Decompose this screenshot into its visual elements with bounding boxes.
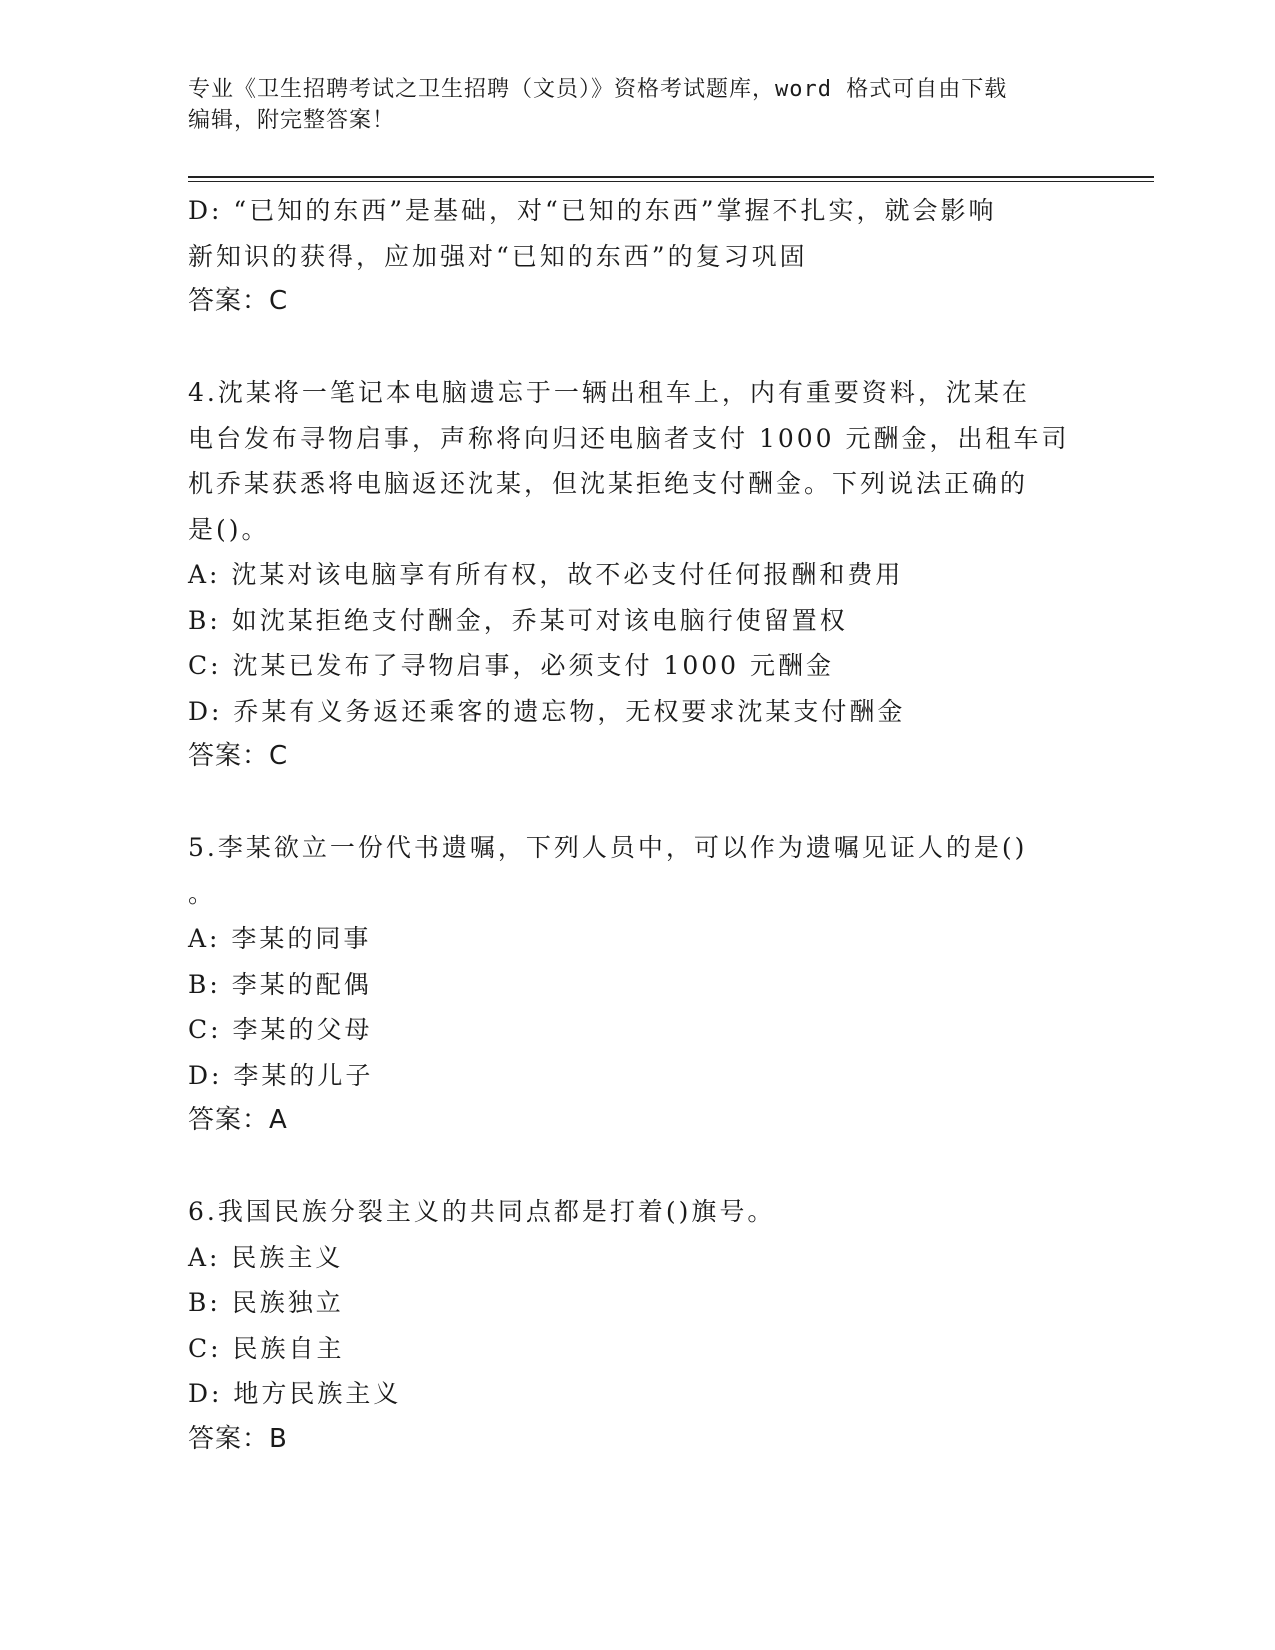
question-stem-line: 。 xyxy=(188,878,217,908)
spacer xyxy=(188,325,1088,371)
question-list xyxy=(188,188,1088,1462)
question-3-tail xyxy=(188,188,1088,325)
answer-line: 答案：C xyxy=(188,286,289,316)
question-stem-line: 电台发布寻物启事，声称将向归还电脑者支付 1000 元酬金，出租车司 xyxy=(188,423,1070,453)
question-stem-line: 6.我国民族分裂主义的共同点都是打着()旗号。 xyxy=(188,1197,776,1226)
spacer xyxy=(188,1144,1088,1190)
option-b: B: 如沈某拒绝支付酬金，乔某可对该电脑行使留置权 xyxy=(188,605,848,635)
header-divider xyxy=(188,176,1154,182)
option-a: A: 沈某对该电脑享有所有权，故不必支付任何报酬和费用 xyxy=(188,560,904,589)
question-5 xyxy=(188,825,1088,1144)
question-stem-line: 4.沈某将一笔记本电脑遗忘于一辆出租车上，内有重要资料，沈某在 xyxy=(188,378,1030,407)
option-c: C: 沈某已发布了寻物启事，必须支付 1000 元酬金 xyxy=(188,651,835,680)
question-4 xyxy=(188,370,1088,780)
option-c: C: 李某的父母 xyxy=(188,1015,373,1044)
spacer xyxy=(188,780,1088,826)
option-a: A: 民族主义 xyxy=(188,1242,344,1272)
option-b: B: 民族独立 xyxy=(188,1288,344,1317)
answer-line: 答案：A xyxy=(188,1105,288,1135)
answer-line: 答案：C xyxy=(188,741,289,771)
option-d: D: “已知的东西”是基础，对“已知的东西”掌握不扎实，就会影响 xyxy=(188,196,997,225)
option-b: B: 李某的配偶 xyxy=(188,969,372,999)
question-stem-line: 5.李某欲立一份代书遗嘱，下列人员中，可以作为遗嘱见证人的是() xyxy=(188,833,1028,862)
header-line-1: 专业《卫生招聘考试之卫生招聘（文员）》资格考试题库，word 格式可自由下载 xyxy=(188,77,1008,102)
question-stem-line: 机乔某获悉将电脑返还沈某，但沈某拒绝支付酬金。下列说法正确的 xyxy=(188,469,1029,498)
option-d: D: 地方民族主义 xyxy=(188,1379,402,1408)
option-d: D: 乔某有义务返还乘客的遗忘物，无权要求沈某支付酬金 xyxy=(188,696,906,726)
question-stem-line: 是()。 xyxy=(188,514,270,544)
answer-line: 答案：B xyxy=(188,1423,288,1454)
header-line-2: 编辑，附完整答案！ xyxy=(188,108,396,133)
option-c: C: 民族自主 xyxy=(188,1333,345,1363)
option-d-continued: 新知识的获得，应加强对“已知的东西”的复习巩固 xyxy=(188,241,808,271)
question-6 xyxy=(188,1189,1088,1462)
option-a: A: 李某的同事 xyxy=(188,924,372,953)
document-header xyxy=(188,74,1068,136)
option-d: D: 李某的儿子 xyxy=(188,1060,374,1090)
